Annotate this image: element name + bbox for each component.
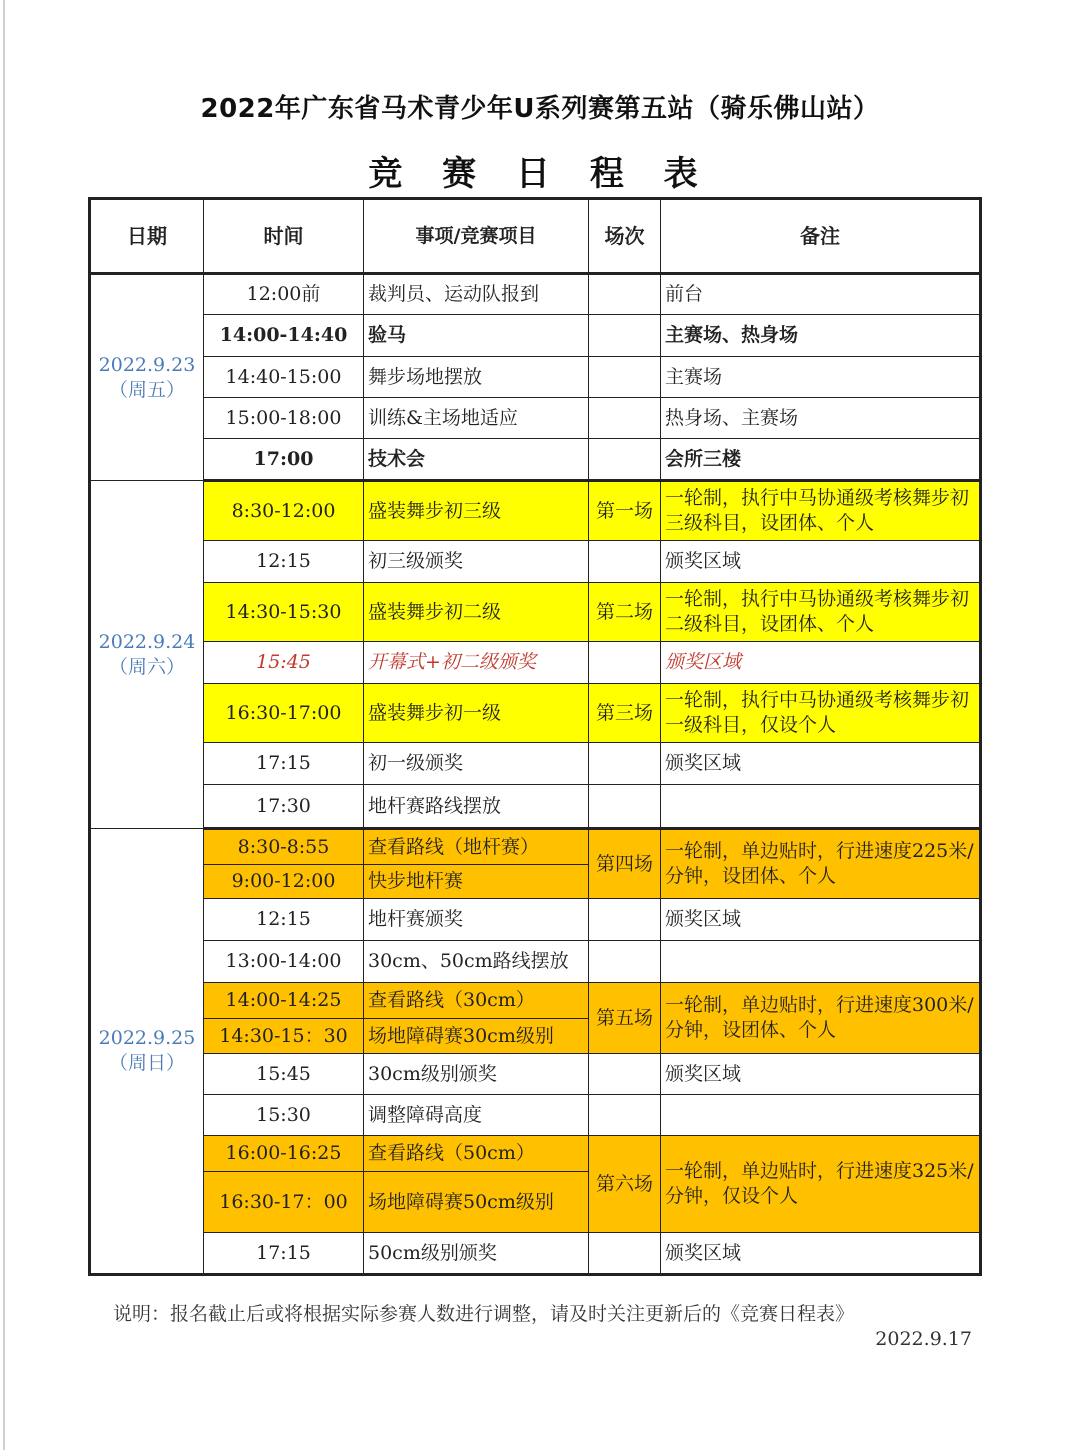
footnote: 说明：报名截止后或将根据实际参赛人数进行调整，请及时关注更新后的《竞赛日程表》	[113, 1303, 855, 1325]
row-time: 15:30	[204, 1095, 364, 1136]
row-note: 主赛场、热身场	[661, 315, 981, 357]
row-item: 查看路线（50cm）	[364, 1136, 589, 1172]
table-row	[90, 357, 981, 398]
row-time: 15:45	[204, 642, 364, 684]
row-time: 14:30-15:30	[204, 583, 364, 642]
table-header-row	[90, 199, 981, 274]
row-session	[589, 1233, 661, 1275]
table-row	[90, 684, 981, 743]
row-time: 16:30-17:00	[204, 684, 364, 743]
row-session: 第二场	[589, 583, 661, 642]
table-row	[90, 743, 981, 785]
row-note: 会所三楼	[661, 439, 981, 481]
row-time: 15:00-18:00	[204, 398, 364, 439]
table-row	[90, 583, 981, 642]
page-subtitle: 竞 赛 日 程 表	[368, 154, 712, 194]
row-note: 一轮制，单边贴时，行进速度225米/分钟，设团体、个人	[661, 829, 981, 899]
header-item: 事项/竞赛项目	[364, 199, 589, 274]
row-note: 颁奖区域	[661, 743, 981, 785]
row-item: 场地障碍赛30cm级别	[364, 1019, 589, 1054]
footnote-date: 2022.9.17	[875, 1328, 972, 1350]
day-date: 2022.9.25	[98, 1027, 196, 1049]
row-time: 8:30-8:55	[204, 829, 364, 865]
row-item: 盛装舞步初三级	[364, 481, 589, 541]
row-note: 一轮制，执行中马协通级考核舞步初一级科目，仅设个人	[661, 684, 981, 743]
day-weekday: （周五）	[108, 378, 185, 401]
row-session	[589, 357, 661, 398]
table-row	[90, 899, 981, 941]
row-session	[589, 439, 661, 481]
header-time: 时间	[204, 199, 364, 274]
row-item: 场地障碍赛50cm级别	[364, 1172, 589, 1233]
row-note: 前台	[661, 274, 981, 315]
row-time: 14:40-15:00	[204, 357, 364, 398]
row-note: 热身场、主赛场	[661, 398, 981, 439]
header-note: 备注	[661, 199, 981, 274]
table-row	[90, 1054, 981, 1095]
row-time: 14:30-15：30	[204, 1019, 364, 1054]
row-note: 颁奖区域	[661, 541, 981, 583]
row-item: 快步地杆赛	[364, 865, 589, 899]
row-session: 第五场	[589, 983, 661, 1054]
table-row	[90, 983, 981, 1019]
row-time: 16:00-16:25	[204, 1136, 364, 1172]
row-note: 一轮制，单边贴时，行进速度300米/分钟，设团体、个人	[661, 983, 981, 1054]
row-item: 盛装舞步初一级	[364, 684, 589, 743]
day-date: 2022.9.23	[98, 353, 196, 376]
row-item: 调整障碍高度	[364, 1095, 589, 1136]
table-row	[90, 1095, 981, 1136]
header-date: 日期	[90, 199, 204, 274]
row-note: 颁奖区域	[661, 1233, 981, 1275]
row-note: 主赛场	[661, 357, 981, 398]
row-session	[589, 315, 661, 357]
row-note	[661, 1095, 981, 1136]
row-session: 第四场	[589, 829, 661, 899]
row-item: 验马	[364, 315, 589, 357]
row-item: 盛装舞步初二级	[364, 583, 589, 642]
row-session	[589, 398, 661, 439]
table-row	[90, 785, 981, 829]
table-row	[90, 642, 981, 684]
row-item: 训练&主场地适应	[364, 398, 589, 439]
row-time: 12:15	[204, 899, 364, 941]
row-item: 裁判员、运动队报到	[364, 274, 589, 315]
row-session	[589, 1095, 661, 1136]
schedule-table	[88, 197, 982, 1276]
header-session: 场次	[589, 199, 661, 274]
row-time: 14:00-14:40	[204, 315, 364, 357]
row-item: 地杆赛颁奖	[364, 899, 589, 941]
row-session	[589, 1054, 661, 1095]
row-item: 查看路线（30cm）	[364, 983, 589, 1019]
day-weekday: （周六）	[108, 655, 185, 678]
row-session	[589, 941, 661, 983]
row-session	[589, 899, 661, 941]
row-time: 12:00前	[204, 274, 364, 315]
row-time: 17:15	[204, 743, 364, 785]
day-date: 2022.9.24	[98, 630, 196, 653]
day-weekday: （周日）	[108, 1052, 185, 1074]
row-time: 13:00-14:00	[204, 941, 364, 983]
day-cell-1	[90, 274, 204, 481]
table-row	[90, 481, 981, 541]
table-row	[90, 941, 981, 983]
row-item: 开幕式+初二级颁奖	[364, 642, 589, 684]
row-item: 技术会	[364, 439, 589, 481]
row-note: 颁奖区域	[661, 1054, 981, 1095]
row-session	[589, 541, 661, 583]
row-item: 初一级颁奖	[364, 743, 589, 785]
row-time: 14:00-14:25	[204, 983, 364, 1019]
day-cell-3	[90, 829, 204, 1275]
table-row	[90, 315, 981, 357]
row-session: 第六场	[589, 1136, 661, 1233]
row-item: 50cm级别颁奖	[364, 1233, 589, 1275]
page-title: 2022年广东省马术青少年U系列赛第五站（骑乐佛山站）	[200, 94, 880, 124]
table-row	[90, 829, 981, 865]
row-time: 17:30	[204, 785, 364, 829]
row-time: 17:00	[204, 439, 364, 481]
row-session: 第三场	[589, 684, 661, 743]
row-note: 一轮制，执行中马协通级考核舞步初三级科目，设团体、个人	[661, 481, 981, 541]
row-session	[589, 642, 661, 684]
table-row	[90, 541, 981, 583]
row-item: 初三级颁奖	[364, 541, 589, 583]
row-note: 一轮制，执行中马协通级考核舞步初二级科目，设团体、个人	[661, 583, 981, 642]
row-item: 30cm级别颁奖	[364, 1054, 589, 1095]
row-time: 12:15	[204, 541, 364, 583]
row-item: 查看路线（地杆赛）	[364, 829, 589, 865]
row-session	[589, 274, 661, 315]
row-time: 8:30-12:00	[204, 481, 364, 541]
row-note	[661, 785, 981, 829]
row-session	[589, 785, 661, 829]
row-note: 一轮制，单边贴时，行进速度325米/分钟，仅设个人	[661, 1136, 981, 1233]
row-item: 30cm、50cm路线摆放	[364, 941, 589, 983]
row-time: 15:45	[204, 1054, 364, 1095]
table-row	[90, 1136, 981, 1172]
row-session	[589, 743, 661, 785]
table-row	[90, 1233, 981, 1275]
row-time: 9:00-12:00	[204, 865, 364, 899]
row-item: 地杆赛路线摆放	[364, 785, 589, 829]
row-session: 第一场	[589, 481, 661, 541]
row-note: 颁奖区域	[661, 642, 981, 684]
row-time: 16:30-17：00	[204, 1172, 364, 1233]
row-item: 舞步场地摆放	[364, 357, 589, 398]
day-cell-2	[90, 481, 204, 829]
table-row	[90, 398, 981, 439]
row-note: 颁奖区域	[661, 899, 981, 941]
table-row	[90, 439, 981, 481]
row-note	[661, 941, 981, 983]
page-edge	[3, 0, 5, 1450]
table-row	[90, 274, 981, 315]
row-time: 17:15	[204, 1233, 364, 1275]
